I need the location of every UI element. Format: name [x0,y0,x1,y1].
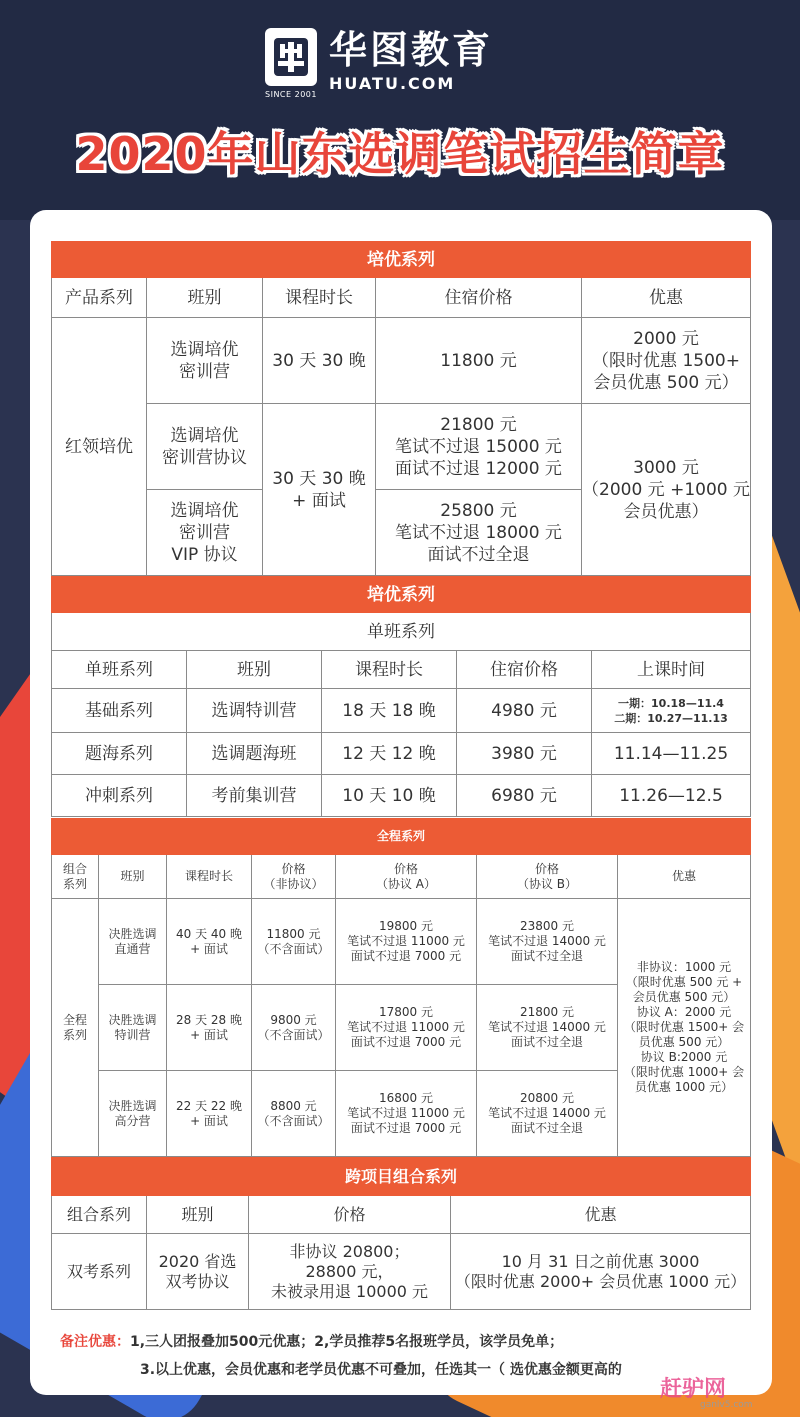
duration-cell: 28 天 28 晚 + 面试 [167,985,252,1071]
duration-cell: 30 天 30 晚 [263,318,376,404]
column-header: 住宿价格 [376,278,582,318]
class-cell: 选调特训营 [187,689,322,733]
column-header: 班别 [147,278,263,318]
section-title: 跨项目组合系列 [52,1158,751,1196]
duration-cell: 40 天 40 晚 + 面试 [167,899,252,985]
duration-cell: 22 天 22 晚 + 面试 [167,1071,252,1157]
logo-english-name: HUATU.COM [329,74,456,93]
discount-cell: 非协议：1000 元 （限时优惠 500 元 + 会员优惠 500 元） 协议 A：2000 元 （限时优惠 1500+ 会 员优惠 500 元） 协议 B:2000 元 （限时优惠 1000+ 会 员优惠 1000 元） [618,899,751,1157]
price-cell: 非协议 20800； 28800 元， 未被录用退 10000 元 [249,1234,451,1310]
series-cell: 冲刺系列 [52,775,187,817]
price-cell: 6980 元 [457,775,592,817]
kuaxiangmu-table [51,1157,751,1310]
column-header: 课程时长 [167,855,252,899]
price-b-cell: 20800 元 笔试不过退 14000 元 面试不过全退 [477,1071,618,1157]
class-cell: 选调培优 密训营 [147,318,263,404]
price-a-cell: 17800 元 笔试不过退 11000 元 面试不过退 7000 元 [336,985,477,1071]
price-b-cell: 23800 元 笔试不过退 14000 元 面试不过全退 [477,899,618,985]
column-header: 课程时长 [322,651,457,689]
logo-chinese-name: 华图教育 [329,28,494,72]
column-header: 价格 （协议 A） [336,855,477,899]
column-header: 住宿价格 [457,651,592,689]
logo-mark-icon [265,28,317,86]
column-header: 优惠 [451,1196,751,1234]
series-cell: 红领培优 [52,318,147,576]
series-cell: 双考系列 [52,1234,147,1310]
class-cell: 选调培优 密训营协议 [147,404,263,490]
subsection-title: 单班系列 [52,613,751,651]
price-cell: 11800 元 [376,318,582,404]
column-header: 上课时间 [592,651,751,689]
watermark-logo: 赶驴网 [660,1377,727,1402]
column-header: 单班系列 [52,651,187,689]
price-a-cell: 16800 元 笔试不过退 11000 元 面试不过退 7000 元 [336,1071,477,1157]
time-cell: 11.14—11.25 [592,733,751,775]
price-non-cell: 11800 元 （不含面试） [252,899,336,985]
logo-since-text: SINCE 2001 [265,90,317,99]
watermark-url: ganlv5.com [700,1400,753,1410]
duration-cell: 18 天 18 晚 [322,689,457,733]
price-cell: 3980 元 [457,733,592,775]
column-header: 组合 系列 [52,855,99,899]
column-header: 班别 [187,651,322,689]
column-header: 班别 [147,1196,249,1234]
class-cell: 选调题海班 [187,733,322,775]
time-cell: 11.26—12.5 [592,775,751,817]
discount-cell: 3000 元 （2000 元 +1000 元 会员优惠） [582,404,751,576]
series-cell: 题海系列 [52,733,187,775]
remarks [60,1328,750,1384]
time-cell: 一期：10.18—11.4 二期：10.27—11.13 [592,689,751,733]
danban-table [51,576,751,817]
price-cell: 21800 元 笔试不过退 15000 元 面试不过退 12000 元 [376,404,582,490]
remarks-line-1: 1,三人团报叠加500元优惠；2,学员推荐5名报班学员，该学员免单； [130,1334,564,1350]
discount-cell: 2000 元 （限时优惠 1500+ 会员优惠 500 元） [582,318,751,404]
class-cell: 考前集训营 [187,775,322,817]
class-cell: 决胜选调 高分营 [99,1071,167,1157]
class-cell: 决胜选调 直通营 [99,899,167,985]
quancheng-table [51,818,751,1157]
duration-cell: 30 天 30 晚 + 面试 [263,404,376,576]
price-b-cell: 21800 元 笔试不过退 14000 元 面试不过全退 [477,985,618,1071]
brand-logo [265,28,494,99]
section-title: 培优系列 [52,577,751,613]
class-cell: 2020 省选 双考协议 [147,1234,249,1310]
remarks-line-2: 3.以上优惠，会员优惠和老学员优惠不可叠加，任选其一（ 选优惠金额更高的 [140,1362,622,1378]
column-header: 班别 [99,855,167,899]
column-header: 价格 （协议 B） [477,855,618,899]
price-non-cell: 8800 元 （不含面试） [252,1071,336,1157]
price-cell: 25800 元 笔试不过退 18000 元 面试不过全退 [376,490,582,576]
column-header: 优惠 [582,278,751,318]
section-title: 全程系列 [52,819,751,855]
column-header: 课程时长 [263,278,376,318]
column-header: 产品系列 [52,278,147,318]
column-header: 价格 [249,1196,451,1234]
price-non-cell: 9800 元 （不含面试） [252,985,336,1071]
class-cell: 选调培优 密训营 VIP 协议 [147,490,263,576]
discount-cell: 10 月 31 日之前优惠 3000 （限时优惠 2000+ 会员优惠 1000 元） [451,1234,751,1310]
class-cell: 决胜选调 特训营 [99,985,167,1071]
page-title: 2020年山东选调笔试招生简章 [75,127,725,181]
series-cell: 基础系列 [52,689,187,733]
duration-cell: 10 天 10 晚 [322,775,457,817]
price-cell: 4980 元 [457,689,592,733]
series-cell: 全程 系列 [52,899,99,1157]
price-a-cell: 19800 元 笔试不过退 11000 元 面试不过退 7000 元 [336,899,477,985]
duration-cell: 12 天 12 晚 [322,733,457,775]
peiyou-table [51,241,751,576]
column-header: 价格 （非协议） [252,855,336,899]
section-title: 培优系列 [52,242,751,278]
column-header: 组合系列 [52,1196,147,1234]
column-header: 优惠 [618,855,751,899]
remarks-label: 备注优惠： [60,1334,130,1350]
page-header [0,0,800,210]
